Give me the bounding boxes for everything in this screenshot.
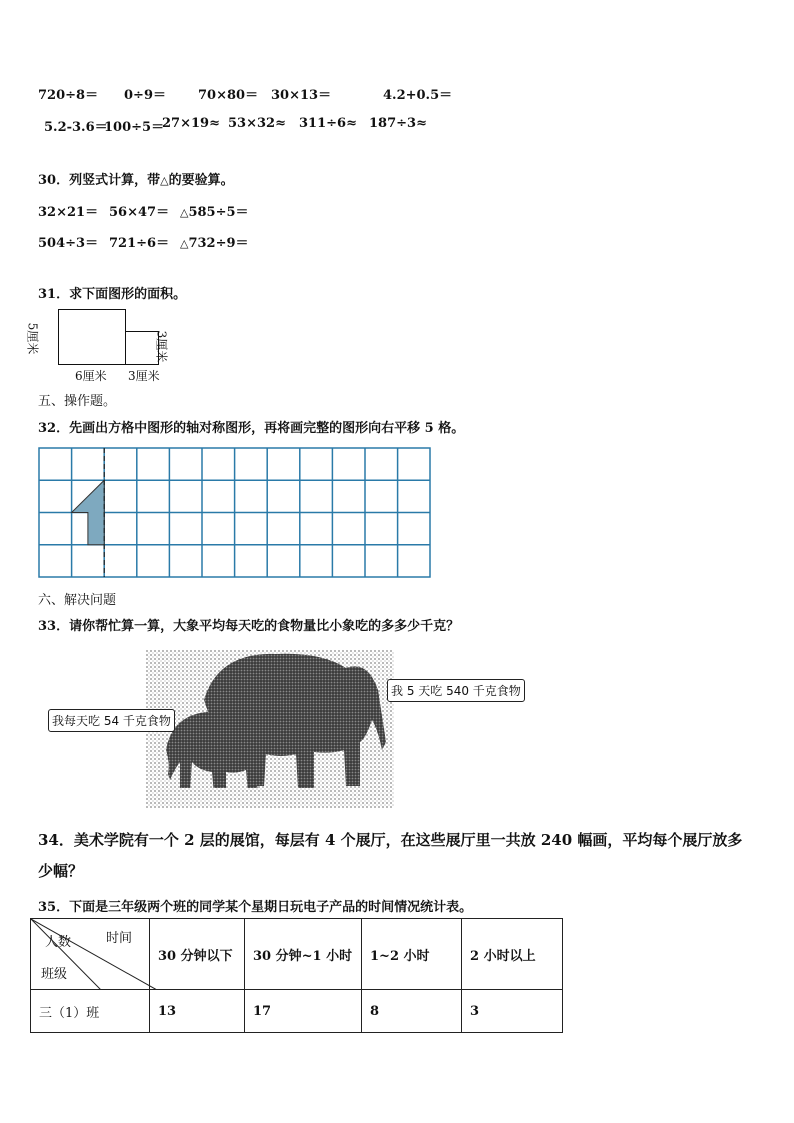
q35-title: 35．下面是三年级两个班的同学某个星期日玩电子产品的时间情况统计表。 (38, 900, 473, 915)
table-header-cell: 2 小时以上 (462, 919, 563, 990)
q33-title: 33．请你帮忙算一算，大象平均每天吃的食物量比小象吃的多多少千克？ (38, 619, 460, 634)
half-shape (72, 480, 105, 545)
q30-title (38, 169, 234, 188)
calc-item: 27×19≈ (162, 116, 220, 131)
big-elephant-speech-bubble: 我 5 天吃 540 千克食物 (387, 679, 525, 702)
grid-board (38, 447, 432, 579)
table-cell: 8 (362, 990, 462, 1033)
corner-label-time: 时间 (106, 931, 133, 946)
big-rectangle (58, 309, 126, 365)
table-header-cell: 30 分钟~1 小时 (245, 919, 362, 990)
q34-line-1: 34．美术学院有一个 2 层的展馆，每层有 4 个展厅，在这些展厅里一共放 240 幅画，平均每个展厅放多 (38, 831, 743, 849)
table-header-cell: 1~2 小时 (362, 919, 462, 990)
big-height-label: 5厘米 (25, 322, 40, 355)
table-header-row (31, 919, 563, 990)
q30-item-verify (180, 201, 249, 220)
table-row (31, 990, 563, 1033)
triangle-mark-icon: △ (180, 237, 189, 250)
q32-title: 32．先画出方格中图形的轴对称图形，再将画完整的图形向右平移 5 格。 (38, 421, 465, 436)
calc-item: 100÷5＝ (104, 120, 165, 135)
section-6-heading: 六、解决问题 (38, 593, 117, 608)
q30-item-verify (180, 232, 249, 251)
calc-item: 0÷9＝ (124, 88, 166, 103)
table-cell: 13 (150, 990, 245, 1033)
calc-item: 187÷3≈ (369, 116, 427, 131)
calc-item: 720÷8＝ (38, 88, 99, 103)
calc-item: 53×32≈ (228, 116, 286, 131)
q30-item-text: 585÷5＝ (188, 205, 249, 220)
q34-line-2: 少幅？ (38, 862, 84, 880)
table-cell: 3 (462, 990, 563, 1033)
small-height-label: 3厘米 (154, 330, 169, 363)
calc-item: 30×13＝ (271, 88, 332, 103)
q30-item: 721÷6＝ (109, 236, 170, 251)
q30-title-tail: 的要验算。 (168, 173, 234, 188)
corner-label-people: 人数 (45, 935, 72, 950)
calc-item: 311÷6≈ (299, 116, 357, 131)
table-cell: 17 (245, 990, 362, 1033)
small-elephant-speech-bubble: 我每天吃 54 千克食物 (48, 709, 175, 732)
small-width-label: 3厘米 (128, 369, 160, 383)
triangle-mark-icon: △ (180, 206, 189, 219)
table-row-label: 三（1）班 (31, 990, 150, 1033)
calc-item: 5.2-3.6＝ (44, 120, 108, 135)
q31-title: 31．求下面图形的面积。 (38, 287, 187, 302)
q30-title-text: 30．列竖式计算，带 (38, 173, 161, 188)
corner-label-class: 班级 (41, 967, 68, 982)
calc-item: 4.2+0.5＝ (383, 88, 453, 103)
big-width-label: 6厘米 (75, 369, 107, 383)
stats-table (30, 918, 563, 1033)
height-label-wrap (25, 312, 53, 364)
q30-item: 56×47＝ (109, 205, 170, 220)
triangle-mark-icon: △ (160, 174, 169, 187)
elephant-photo (146, 650, 394, 808)
q30-item-text: 732÷9＝ (188, 236, 249, 251)
table-header-cell: 30 分钟以下 (150, 919, 245, 990)
q30-item: 32×21＝ (38, 205, 99, 220)
section-5-heading: 五、操作题。 (38, 394, 117, 409)
q30-item: 504÷3＝ (38, 236, 99, 251)
small-height-label-wrap (154, 328, 182, 368)
table-corner-cell (31, 919, 150, 990)
calc-item: 70×80＝ (198, 88, 259, 103)
grass (146, 788, 394, 808)
